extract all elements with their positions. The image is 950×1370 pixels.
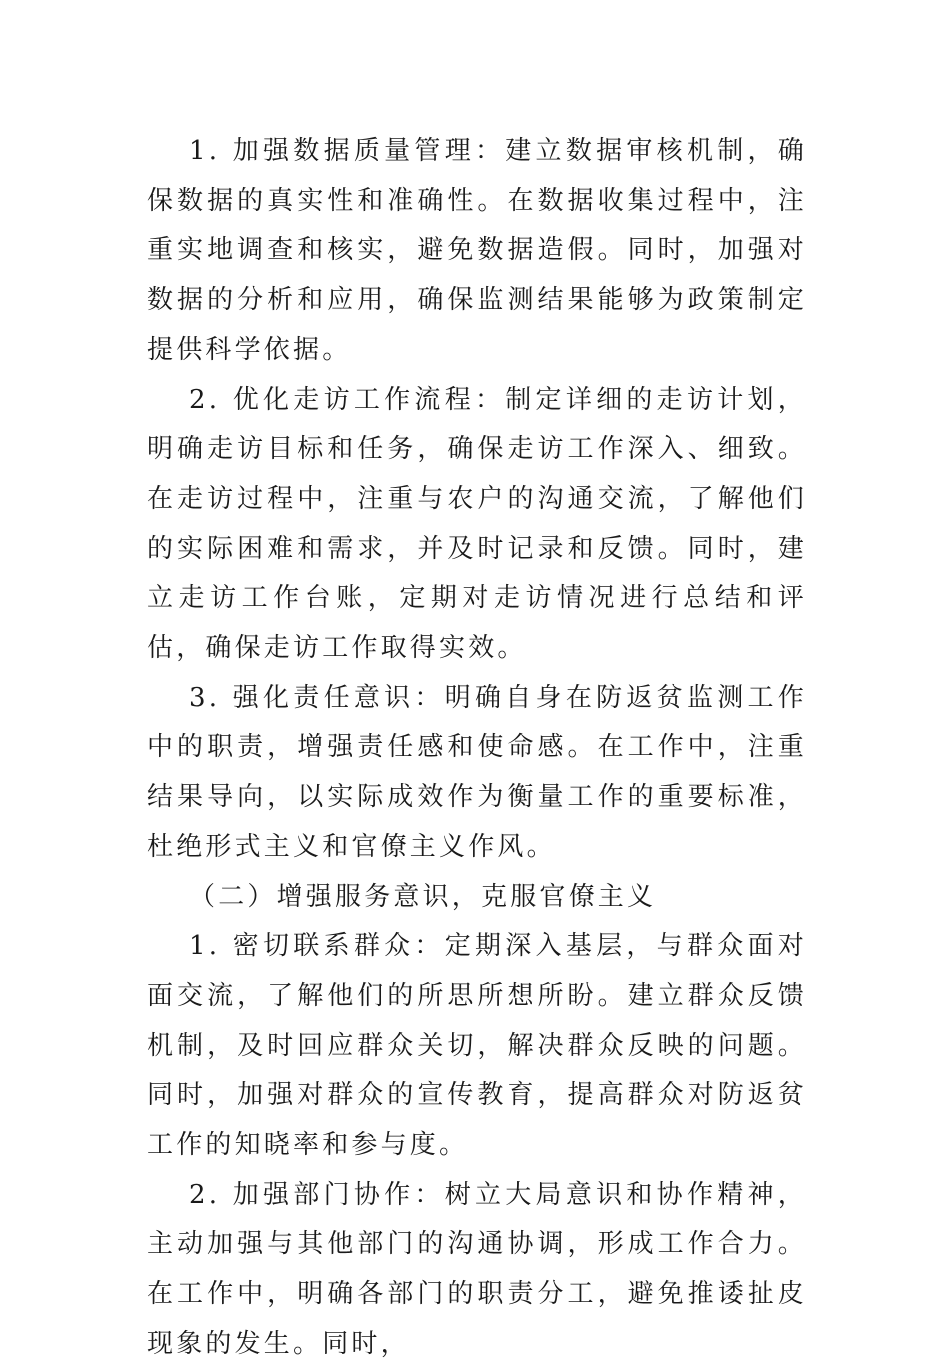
paragraph-responsibility: 3. 强化责任意识：明确自身在防返贫监测工作中的职责，增强责任感和使命感。在工作中，注重结果导向，以实际成效作为衡量工作的重要标准，杜绝形式主义和官僚主义作风。 bbox=[147, 682, 807, 862]
section-heading: （二）增强服务意识，克服官僚主义 bbox=[189, 881, 657, 912]
paragraph-contact-masses: 1. 密切联系群众：定期深入基层，与群众面对面交流，了解他们的所思所想所盼。建立群众反馈机制，及时回应群众关切，解决群众反映的问题。同时，加强对群众的宣传教育，提高群众对防返贫工作的知晓率和参与度。 bbox=[147, 931, 807, 1161]
paragraph-department-cooperation: 2. 加强部门协作：树立大局意识和协作精神，主动加强与其他部门的沟通协调，形成工作合力。在工作中，明确各部门的职责分工，避免推诿扯皮现象的发生。同时， bbox=[147, 1179, 807, 1359]
paragraph-visit-workflow: 2. 优化走访工作流程：制定详细的走访计划，明确走访目标和任务，确保走访工作深入、细致。在走访过程中，注重与农户的沟通交流，了解他们的实际困难和需求，并及时记录和反馈。同时，建立走访工作台账，定期对走访情况进行总结和评估，确保走访工作取得实效。 bbox=[147, 384, 807, 664]
paragraph-data-quality: 1. 加强数据质量管理：建立数据审核机制，确保数据的真实性和准确性。在数据收集过程中，注重实地调查和核实，避免数据造假。同时，加强对数据的分析和应用，确保监测结果能够为政策制定提供科学依据。 bbox=[147, 136, 807, 365]
document-body bbox=[147, 127, 807, 1370]
